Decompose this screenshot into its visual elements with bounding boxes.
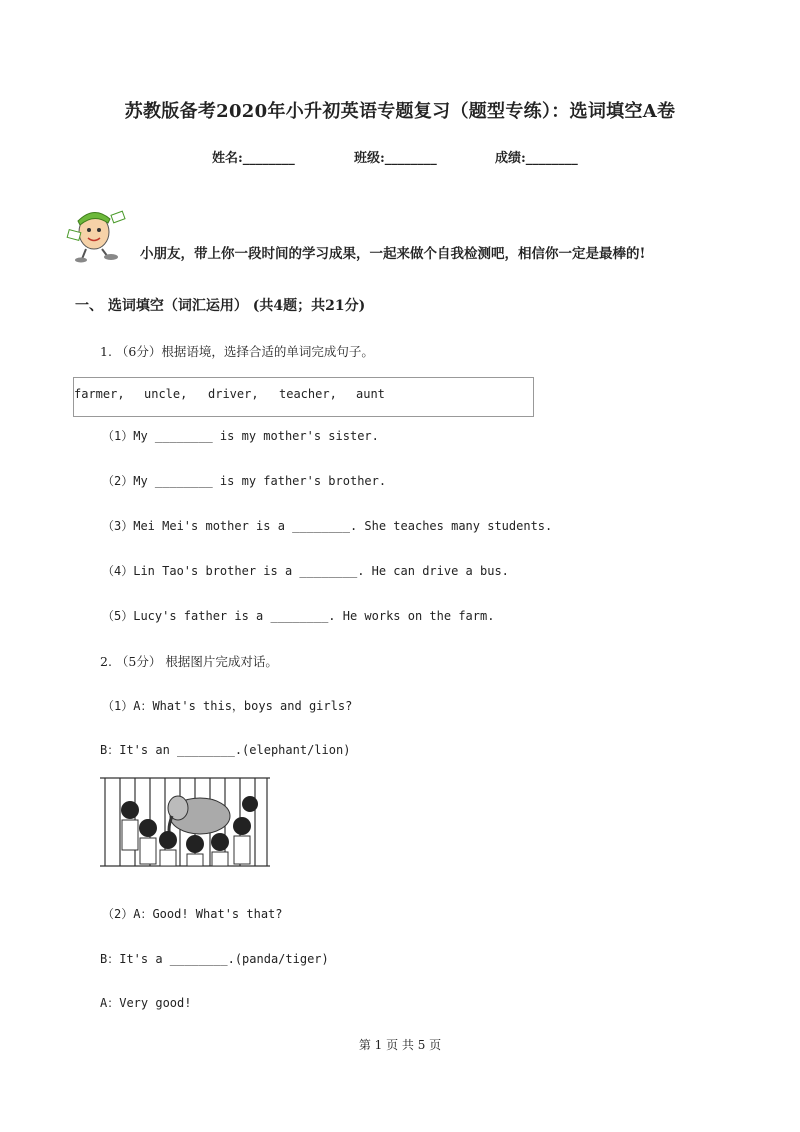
question-1-prompt: 1. （6分）根据语境，选择合适的单词完成句子。 xyxy=(100,344,374,359)
page-footer: 第 1 页 共 5 页 xyxy=(358,1038,442,1052)
question-1-item: （1）My ________ is my mother's sister. xyxy=(102,429,379,443)
mascot-illustration xyxy=(66,205,132,263)
word-bank-item: farmer, xyxy=(74,387,125,401)
word-bank-item: driver, xyxy=(208,387,259,401)
word-bank xyxy=(73,377,534,417)
section-heading: 一、 选词填空（词汇运用） (共4题；共21分) xyxy=(75,298,366,314)
dialogue-line: B：It's an ________.(elephant/lion) xyxy=(100,743,351,757)
word-bank-item: aunt xyxy=(356,387,385,401)
word-bank-item: teacher, xyxy=(279,387,337,401)
word-bank-item: uncle, xyxy=(144,387,188,401)
score-field: 成绩:________ xyxy=(495,151,578,166)
question-2-prompt: 2. （5分） 根据图片完成对话。 xyxy=(100,654,278,669)
class-field: 班级:________ xyxy=(354,151,437,166)
question-1-item: （3）Mei Mei's mother is a ________. She teaches many students. xyxy=(102,519,553,533)
question-1-item: （5）Lucy's father is a ________. He works on the farm. xyxy=(102,609,495,623)
zoo-elephant-illustration xyxy=(100,776,270,874)
dialogue-line: B：It's a ________.(panda/tiger) xyxy=(100,952,329,966)
intro-text: 小朋友，带上你一段时间的学习成果，一起来做个自我检测吧，相信你一定是最棒的! xyxy=(140,246,646,262)
dialogue-line: （2）A：Good! What's that? xyxy=(102,907,283,921)
name-field: 姓名:________ xyxy=(212,151,295,166)
dialogue-line: （1）A：What's this，boys and girls? xyxy=(102,699,353,713)
page-title: 苏教版备考2020年小升初英语专题复习（题型专练）：选词填空A卷 xyxy=(124,101,676,122)
question-1-item: （2）My ________ is my father's brother. xyxy=(102,474,387,488)
question-1-item: （4）Lin Tao's brother is a ________. He can drive a bus. xyxy=(102,564,509,578)
dialogue-line: A：Very good! xyxy=(100,996,192,1010)
